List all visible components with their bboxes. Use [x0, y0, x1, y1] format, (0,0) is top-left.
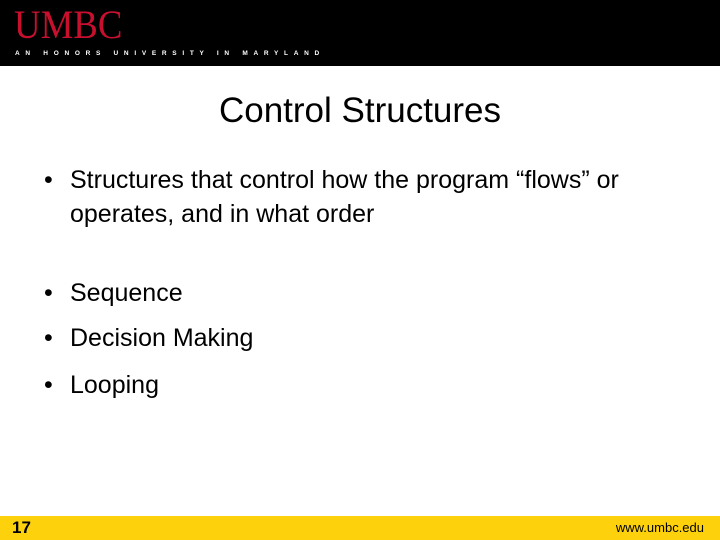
- bullet-item: [44, 163, 664, 231]
- umbc-logo: UMBC: [14, 2, 123, 47]
- bullet-dot: •: [44, 371, 53, 399]
- bullet-item: [44, 321, 664, 355]
- university-tagline: AN HONORS UNIVERSITY IN MARYLAND: [15, 50, 325, 57]
- bullet-item: [44, 276, 664, 310]
- bullet-text: Sequence: [70, 279, 183, 307]
- bullet-dot: •: [44, 324, 53, 352]
- footer-bar: [0, 516, 720, 540]
- bullet-text: Decision Making: [70, 324, 254, 352]
- slide-title: Control Structures: [218, 91, 502, 130]
- bullet-text: Looping: [70, 371, 159, 399]
- page-number: 17: [12, 518, 31, 537]
- footer-url: www.umbc.edu: [615, 520, 704, 535]
- bullet-text: Structures that control how the program “flows” or operates, and in what order: [70, 166, 619, 228]
- bullet-item: [44, 368, 664, 402]
- bullet-dot: •: [44, 279, 53, 307]
- bullet-dot: •: [44, 166, 53, 194]
